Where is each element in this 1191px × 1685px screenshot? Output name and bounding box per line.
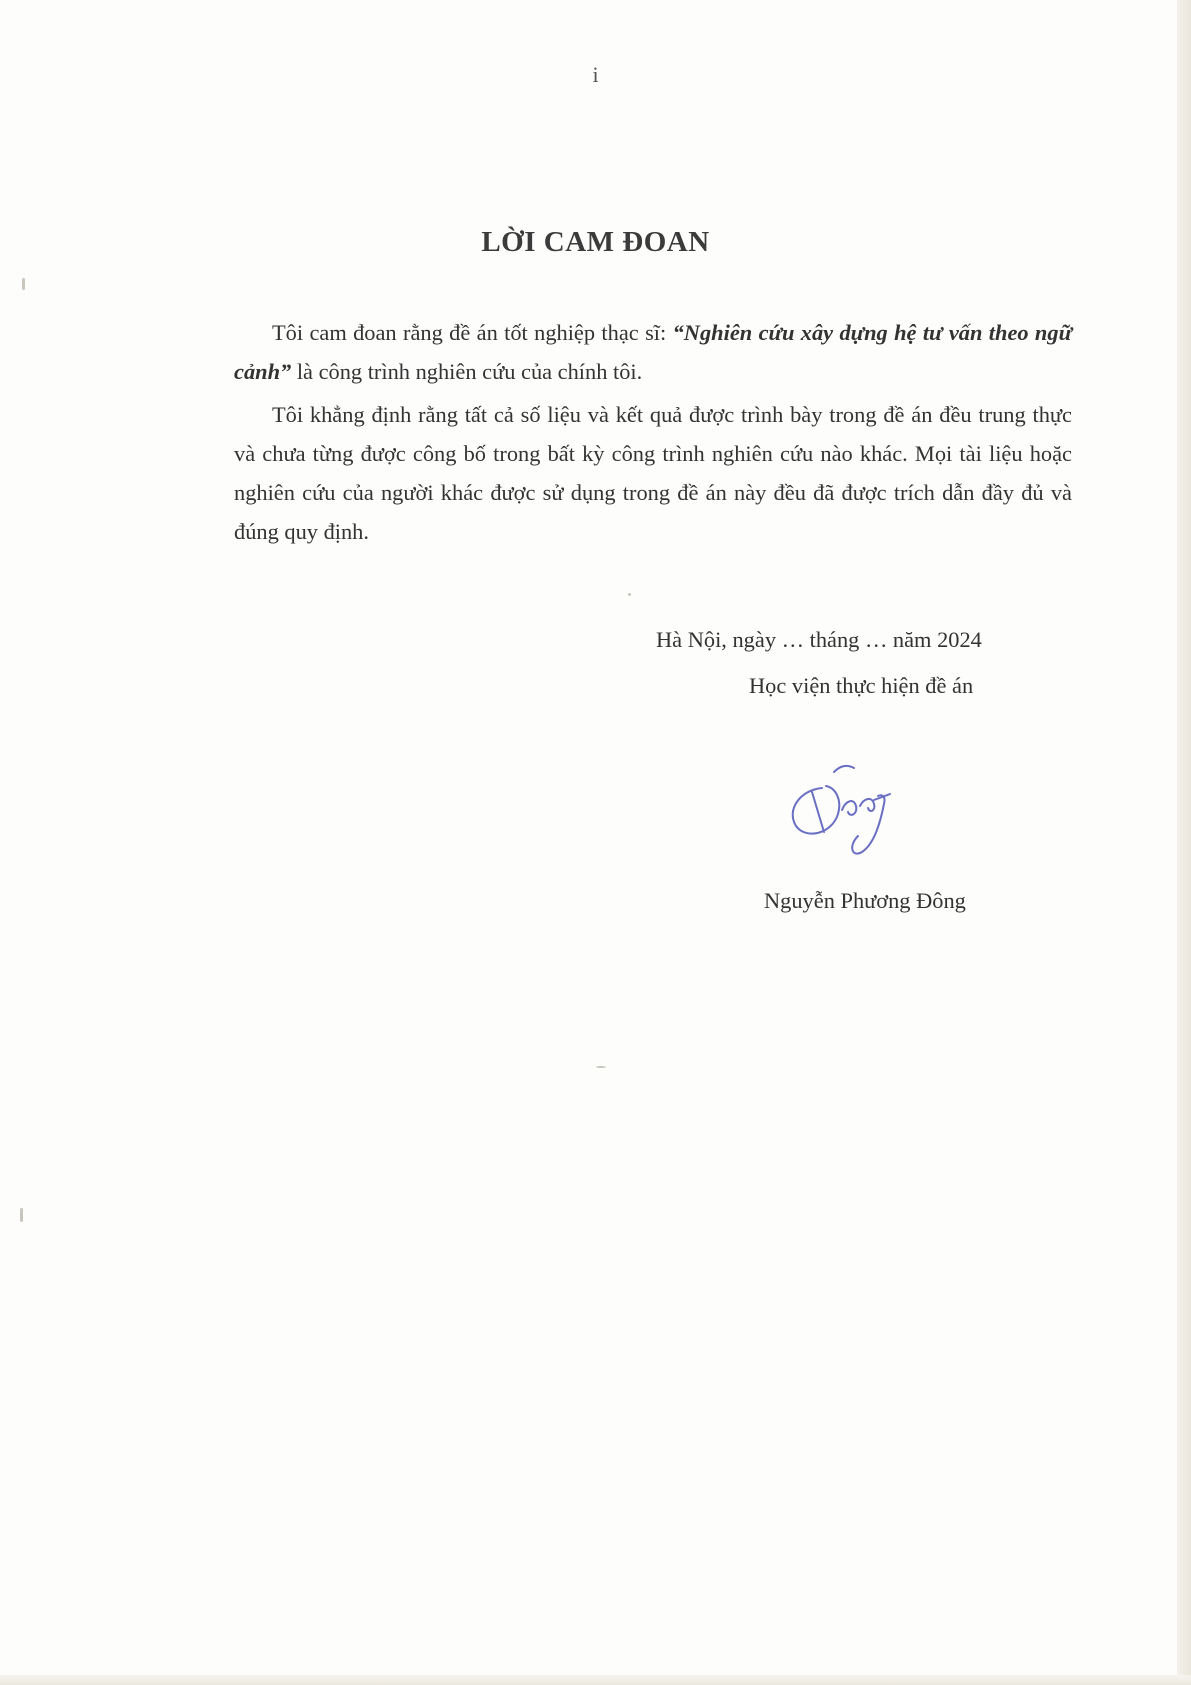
page-number: i <box>592 62 599 87</box>
page-title: LỜI CAM ĐOAN <box>481 226 710 258</box>
signer-name: Nguyễn Phương Đông <box>764 888 966 913</box>
declaration-body <box>234 313 1072 564</box>
date-line: Hà Nội, ngày … tháng … năm 2024 <box>656 627 982 652</box>
paragraph-1-lead: Tôi cam đoan rằng đề án tốt nghiệp thạc sĩ: <box>272 320 673 345</box>
scan-speck <box>628 593 631 596</box>
paragraph-1 <box>234 313 1072 391</box>
paragraph-1-tail: là công trình nghiên cứu của chính tôi. <box>291 359 643 384</box>
thesis-title: “Nghiên cứu xây dựng hệ tư vấn theo ngữ cảnh” <box>234 320 1072 384</box>
role-line: Học viện thực hiện đề án <box>749 673 974 698</box>
scan-bottom-edge <box>0 1675 1191 1685</box>
scan-speck <box>596 1066 606 1068</box>
paragraph-2: Tôi khẳng định rằng tất cả số liệu và kết quả được trình bày trong đề án đều trung thực và chưa từng được công bố trong bất kỳ công trình nghiên cứu nào khác. Mọi tài liệu hoặc nghiên cứu của người khác được sử dụng trong đề án này đều đã được trích dẫn đầy đủ và đúng quy định. <box>234 402 1072 544</box>
scan-speck <box>20 1208 23 1222</box>
scan-speck <box>22 278 25 290</box>
signature-image <box>782 748 942 858</box>
